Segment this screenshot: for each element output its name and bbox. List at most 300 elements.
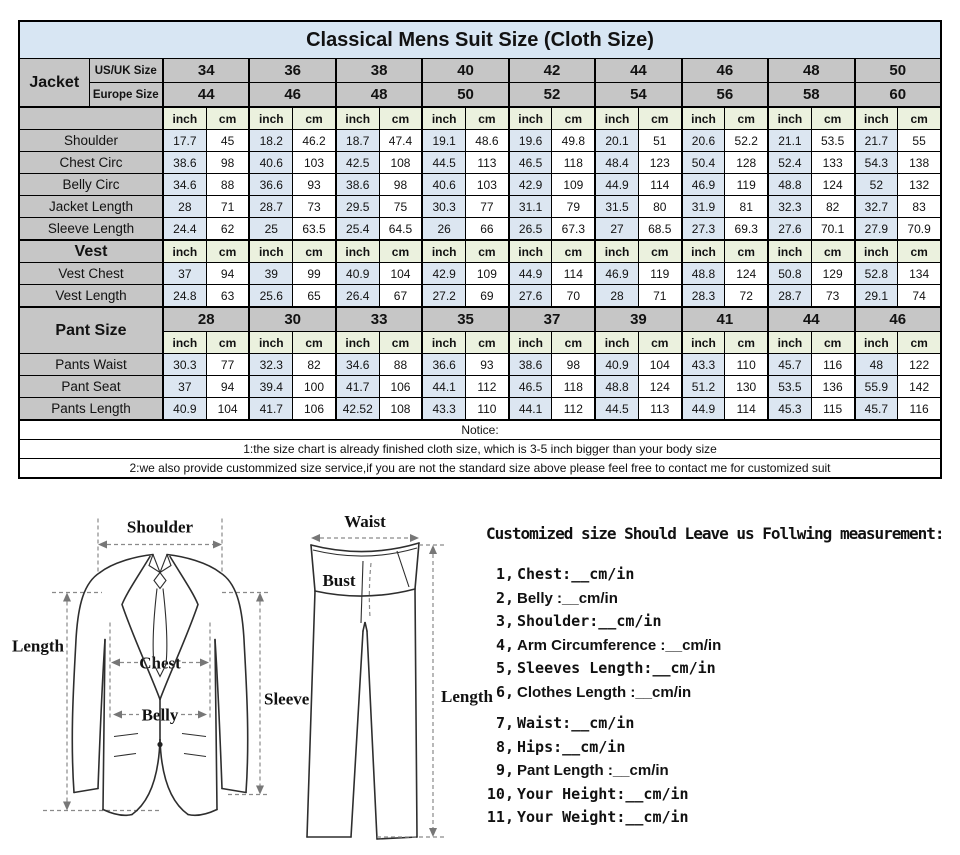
- table-row: [19, 218, 941, 241]
- cm-value-cell: 118: [552, 376, 595, 398]
- cm-value-cell: 82: [293, 354, 336, 376]
- pant-sizes-row: [19, 307, 941, 332]
- table-row: [19, 354, 941, 376]
- size-header-cell: 30: [249, 307, 335, 332]
- inch-value-cell: 52.8: [855, 263, 898, 285]
- cm-value-cell: 77: [466, 196, 509, 218]
- measurement-item: [486, 610, 956, 634]
- cm-value-cell: 103: [466, 174, 509, 196]
- measurement-item: [486, 783, 956, 807]
- cm-value-cell: 124: [811, 174, 854, 196]
- measurement-item-number: 7,: [495, 714, 514, 732]
- customized-measurements: [486, 524, 956, 830]
- vest-data-rows: [19, 263, 941, 308]
- inch-value-cell: 27.9: [855, 218, 898, 241]
- table-header-section: [19, 21, 941, 130]
- inch-value-cell: 46.9: [682, 174, 725, 196]
- pants-length-label: Length: [441, 687, 493, 706]
- table-row: [19, 285, 941, 308]
- unit-cm-header: cm: [379, 332, 422, 354]
- inch-value-cell: 42.52: [336, 398, 379, 421]
- unit-inch-header: inch: [595, 240, 638, 263]
- cm-value-cell: 138: [898, 152, 941, 174]
- unit-inch-header: inch: [249, 332, 292, 354]
- cm-value-cell: 62: [206, 218, 249, 241]
- size-header-cell: 34: [163, 59, 249, 83]
- inch-value-cell: 50.4: [682, 152, 725, 174]
- cm-value-cell: 49.8: [552, 130, 595, 152]
- measurement-item-blank: __cm/in: [625, 784, 689, 803]
- inch-value-cell: 28.7: [249, 196, 292, 218]
- unit-inch-header: inch: [163, 107, 206, 130]
- cm-value-cell: 100: [293, 376, 336, 398]
- measurement-item-label: Waist:: [517, 714, 572, 732]
- cm-value-cell: 109: [552, 174, 595, 196]
- title-row: [19, 21, 941, 59]
- vest-section-label: Vest: [19, 240, 163, 263]
- measurement-item-number: 9,: [495, 761, 514, 779]
- inch-value-cell: 46.5: [509, 152, 552, 174]
- cm-value-cell: 66: [466, 218, 509, 241]
- measurement-items-group-1: [486, 563, 956, 704]
- unit-inch-header: inch: [509, 332, 552, 354]
- unit-inch-header: inch: [249, 240, 292, 263]
- inch-value-cell: 44.5: [595, 398, 638, 421]
- pants-waist-label: Waist: [344, 512, 386, 531]
- us-uk-size-row: [19, 59, 941, 83]
- inch-value-cell: 27.3: [682, 218, 725, 241]
- inch-value-cell: 40.9: [336, 263, 379, 285]
- cm-value-cell: 94: [206, 263, 249, 285]
- cm-value-cell: 51: [638, 130, 681, 152]
- cm-value-cell: 136: [811, 376, 854, 398]
- measurement-item-label: Clothes Length :: [517, 683, 636, 701]
- cm-value-cell: 133: [811, 152, 854, 174]
- size-header-cell: 46: [249, 83, 335, 108]
- inch-value-cell: 28: [595, 285, 638, 308]
- inch-value-cell: 31.1: [509, 196, 552, 218]
- measurement-item: [486, 563, 956, 587]
- cm-value-cell: 122: [898, 354, 941, 376]
- cm-value-cell: 73: [811, 285, 854, 308]
- cm-value-cell: 71: [206, 196, 249, 218]
- measurement-item-number: 3,: [495, 612, 514, 630]
- inch-value-cell: 44.9: [595, 174, 638, 196]
- cm-value-cell: 75: [379, 196, 422, 218]
- measurement-item-label: Hips:: [517, 737, 563, 756]
- size-chart-table: [18, 20, 942, 479]
- unit-cm-header: cm: [206, 332, 249, 354]
- jacket-units-row: [19, 107, 941, 130]
- cm-value-cell: 119: [725, 174, 768, 196]
- inch-value-cell: 48.4: [595, 152, 638, 174]
- measurement-item-label: Pant Length :: [517, 762, 613, 779]
- size-header-cell: 33: [336, 307, 422, 332]
- inch-value-cell: 43.3: [422, 398, 465, 421]
- cm-value-cell: 64.5: [379, 218, 422, 241]
- inch-value-cell: 45.7: [855, 398, 898, 421]
- cm-value-cell: 63: [206, 285, 249, 308]
- cm-value-cell: 108: [379, 152, 422, 174]
- inch-value-cell: 19.6: [509, 130, 552, 152]
- unit-inch-header: inch: [682, 107, 725, 130]
- measurement-item: [486, 759, 956, 783]
- inch-value-cell: 43.3: [682, 354, 725, 376]
- unit-cm-header: cm: [552, 332, 595, 354]
- cm-value-cell: 116: [898, 398, 941, 421]
- inch-value-cell: 37: [163, 263, 206, 285]
- unit-cm-header: cm: [293, 240, 336, 263]
- inch-value-cell: 27.6: [509, 285, 552, 308]
- cm-value-cell: 113: [466, 152, 509, 174]
- unit-inch-header: inch: [422, 107, 465, 130]
- inch-value-cell: 44.5: [422, 152, 465, 174]
- unit-cm-header: cm: [725, 240, 768, 263]
- unit-cm-header: cm: [293, 332, 336, 354]
- cm-value-cell: 93: [293, 174, 336, 196]
- inch-value-cell: 24.8: [163, 285, 206, 308]
- size-header-cell: 50: [855, 59, 942, 83]
- cm-value-cell: 104: [638, 354, 681, 376]
- pant-section-label: Pant Size: [19, 307, 163, 354]
- measurement-item-blank: __cm/in: [612, 762, 669, 779]
- inch-value-cell: 38.6: [509, 354, 552, 376]
- cm-value-cell: 104: [206, 398, 249, 421]
- measurement-item-number: 1,: [495, 565, 514, 583]
- inch-value-cell: 20.6: [682, 130, 725, 152]
- inch-value-cell: 28: [163, 196, 206, 218]
- unit-cm-header: cm: [379, 107, 422, 130]
- cm-value-cell: 70.9: [898, 218, 941, 241]
- pants-bust-label: Bust: [322, 571, 356, 590]
- inch-value-cell: 50.8: [768, 263, 811, 285]
- cm-value-cell: 123: [638, 152, 681, 174]
- unit-cm-header: cm: [898, 240, 941, 263]
- unit-cm-header: cm: [811, 332, 854, 354]
- cm-value-cell: 98: [552, 354, 595, 376]
- unit-inch-header: inch: [595, 332, 638, 354]
- table-row: [19, 152, 941, 174]
- cm-value-cell: 119: [638, 263, 681, 285]
- size-header-cell: 40: [422, 59, 508, 83]
- cm-value-cell: 46.2: [293, 130, 336, 152]
- measurement-item: [486, 681, 956, 705]
- size-header-cell: 44: [768, 307, 854, 332]
- cm-value-cell: 47.4: [379, 130, 422, 152]
- inch-value-cell: 52.4: [768, 152, 811, 174]
- row-label: Pants Length: [19, 398, 163, 421]
- measurement-item: [486, 587, 956, 611]
- inch-value-cell: 48.8: [768, 174, 811, 196]
- inch-value-cell: 31.5: [595, 196, 638, 218]
- size-header-cell: 37: [509, 307, 595, 332]
- cm-value-cell: 52.2: [725, 130, 768, 152]
- measurement-item-number: 2,: [495, 588, 514, 607]
- inch-value-cell: 30.3: [422, 196, 465, 218]
- notice-line-2: 2:we also provide custommized size service,if you are not the standard size above please feel free to contact me for customized suit: [19, 459, 941, 479]
- notice-line-row: [19, 440, 941, 459]
- cm-value-cell: 99: [293, 263, 336, 285]
- unit-inch-header: inch: [163, 332, 206, 354]
- cm-value-cell: 81: [725, 196, 768, 218]
- cm-value-cell: 116: [811, 354, 854, 376]
- row-label: Vest Chest: [19, 263, 163, 285]
- unit-cm-header: cm: [466, 332, 509, 354]
- measurement-item: [486, 736, 956, 760]
- inch-value-cell: 38.6: [163, 152, 206, 174]
- measurement-item-label: Shoulder:: [517, 612, 599, 630]
- inch-value-cell: 44.9: [682, 398, 725, 421]
- cm-value-cell: 114: [552, 263, 595, 285]
- inch-value-cell: 44.1: [509, 398, 552, 421]
- inch-value-cell: 42.9: [509, 174, 552, 196]
- unit-cm-header: cm: [898, 107, 941, 130]
- notice-title-row: [19, 420, 941, 440]
- inch-value-cell: 30.3: [163, 354, 206, 376]
- row-label: Belly Circ: [19, 174, 163, 196]
- inch-value-cell: 45.3: [768, 398, 811, 421]
- inch-value-cell: 46.5: [509, 376, 552, 398]
- cm-value-cell: 45: [206, 130, 249, 152]
- unit-inch-header: inch: [249, 107, 292, 130]
- jacket-section-label: Jacket: [19, 59, 89, 108]
- size-header-cell: 44: [595, 59, 681, 83]
- inch-value-cell: 19.1: [422, 130, 465, 152]
- cm-value-cell: 72: [725, 285, 768, 308]
- jacket-chest-label: Chest: [139, 653, 181, 673]
- cm-value-cell: 113: [638, 398, 681, 421]
- inch-value-cell: 21.7: [855, 130, 898, 152]
- unit-inch-header: inch: [509, 107, 552, 130]
- measurement-item-label: Belly :: [517, 589, 563, 607]
- cm-value-cell: 142: [898, 376, 941, 398]
- measurement-item: [486, 806, 956, 830]
- cm-value-cell: 88: [206, 174, 249, 196]
- inch-value-cell: 25.6: [249, 285, 292, 308]
- notice-section: [19, 420, 941, 478]
- unit-inch-header: inch: [336, 332, 379, 354]
- unit-cm-header: cm: [898, 332, 941, 354]
- cm-value-cell: 124: [725, 263, 768, 285]
- measurement-item-label: Your Weight:: [517, 808, 626, 826]
- unit-inch-header: inch: [682, 332, 725, 354]
- measurement-item-number: 8,: [495, 737, 514, 756]
- inch-value-cell: 28.7: [768, 285, 811, 308]
- row-label: Chest Circ: [19, 152, 163, 174]
- cm-value-cell: 110: [466, 398, 509, 421]
- size-header-cell: 36: [249, 59, 335, 83]
- measurement-item-blank: __cm/in: [625, 808, 689, 826]
- size-header-cell: 52: [509, 83, 595, 108]
- unit-cm-header: cm: [811, 107, 854, 130]
- cm-value-cell: 69.3: [725, 218, 768, 241]
- chart-title: Classical Mens Suit Size (Cloth Size): [19, 21, 941, 59]
- inch-value-cell: 40.9: [163, 398, 206, 421]
- inch-value-cell: 32.3: [249, 354, 292, 376]
- inch-value-cell: 46.9: [595, 263, 638, 285]
- jacket-length-label: Length: [12, 636, 64, 656]
- unit-cm-header: cm: [725, 332, 768, 354]
- size-header-cell: 44: [163, 83, 249, 108]
- jacket-sleeve-label: Sleeve: [264, 689, 310, 709]
- unit-cm-header: cm: [725, 107, 768, 130]
- cm-value-cell: 63.5: [293, 218, 336, 241]
- measurement-item-number: 4,: [495, 635, 514, 654]
- inch-value-cell: 28.3: [682, 285, 725, 308]
- table-row: [19, 376, 941, 398]
- inch-value-cell: 53.5: [768, 376, 811, 398]
- measurement-item-blank: __cm/in: [665, 636, 722, 654]
- cm-value-cell: 79: [552, 196, 595, 218]
- size-header-cell: 35: [422, 307, 508, 332]
- inch-value-cell: 32.3: [768, 196, 811, 218]
- measurement-item-label: Arm Circumference :: [517, 636, 666, 654]
- unit-inch-header: inch: [422, 240, 465, 263]
- measurement-item-blank: __cm/in: [598, 612, 662, 630]
- size-header-cell: 28: [163, 307, 249, 332]
- cm-value-cell: 68.5: [638, 218, 681, 241]
- cm-value-cell: 55: [898, 130, 941, 152]
- cm-value-cell: 114: [725, 398, 768, 421]
- inch-value-cell: 39: [249, 263, 292, 285]
- size-header-cell: 46: [682, 59, 768, 83]
- inch-value-cell: 48.8: [682, 263, 725, 285]
- cm-value-cell: 115: [811, 398, 854, 421]
- measurement-item: [486, 712, 956, 736]
- unit-inch-header: inch: [768, 240, 811, 263]
- inch-value-cell: 39.4: [249, 376, 292, 398]
- table-row: [19, 196, 941, 218]
- inch-value-cell: 40.9: [595, 354, 638, 376]
- inch-value-cell: 37: [163, 376, 206, 398]
- inch-value-cell: 45.7: [768, 354, 811, 376]
- cm-value-cell: 53.5: [811, 130, 854, 152]
- inch-value-cell: 26: [422, 218, 465, 241]
- measurement-item-number: 5,: [495, 659, 514, 677]
- unit-cm-header: cm: [811, 240, 854, 263]
- inch-value-cell: 40.6: [422, 174, 465, 196]
- measurement-item: [486, 657, 956, 681]
- inch-value-cell: 20.1: [595, 130, 638, 152]
- measurement-item-blank: __cm/in: [571, 714, 635, 732]
- inch-value-cell: 41.7: [249, 398, 292, 421]
- measurement-item-number: 6,: [495, 682, 514, 701]
- unit-inch-header: inch: [768, 332, 811, 354]
- inch-value-cell: 31.9: [682, 196, 725, 218]
- cm-value-cell: 103: [293, 152, 336, 174]
- unit-cm-header: cm: [638, 240, 681, 263]
- unit-inch-header: inch: [595, 107, 638, 130]
- cm-value-cell: 129: [811, 263, 854, 285]
- notice-title: Notice:: [19, 420, 941, 440]
- inch-value-cell: 18.7: [336, 130, 379, 152]
- cm-value-cell: 93: [466, 354, 509, 376]
- cm-value-cell: 65: [293, 285, 336, 308]
- unit-inch-header: inch: [855, 240, 898, 263]
- inch-value-cell: 52: [855, 174, 898, 196]
- measurement-item-blank: __cm/in: [562, 589, 618, 607]
- cm-value-cell: 74: [898, 285, 941, 308]
- size-header-cell: 56: [682, 83, 768, 108]
- cm-value-cell: 112: [552, 398, 595, 421]
- cm-value-cell: 98: [206, 152, 249, 174]
- unit-inch-header: inch: [422, 332, 465, 354]
- measurement-item-number: 10,: [486, 784, 514, 803]
- cm-value-cell: 77: [206, 354, 249, 376]
- inch-value-cell: 48: [855, 354, 898, 376]
- europe-size-row: [19, 83, 941, 108]
- jacket-data-rows: [19, 130, 941, 241]
- cm-value-cell: 70.1: [811, 218, 854, 241]
- size-header-cell: 58: [768, 83, 854, 108]
- cm-value-cell: 112: [466, 376, 509, 398]
- inch-value-cell: 27: [595, 218, 638, 241]
- notice-line-row: [19, 459, 941, 479]
- inch-value-cell: 17.7: [163, 130, 206, 152]
- size-header-cell: 39: [595, 307, 681, 332]
- row-label: Jacket Length: [19, 196, 163, 218]
- table-row: [19, 130, 941, 152]
- table-row: [19, 174, 941, 196]
- inch-value-cell: 34.6: [163, 174, 206, 196]
- inch-value-cell: 36.6: [249, 174, 292, 196]
- cm-value-cell: 108: [379, 398, 422, 421]
- cm-value-cell: 70: [552, 285, 595, 308]
- cm-value-cell: 114: [638, 174, 681, 196]
- row-label: Pants Waist: [19, 354, 163, 376]
- size-header-cell: 50: [422, 83, 508, 108]
- jacket-belly-label: Belly: [141, 705, 179, 725]
- inch-value-cell: 48.8: [595, 376, 638, 398]
- unit-cm-header: cm: [466, 107, 509, 130]
- jacket-measurement-diagram: [10, 503, 320, 851]
- inch-value-cell: 26.4: [336, 285, 379, 308]
- inch-value-cell: 21.1: [768, 130, 811, 152]
- row-label: Pant Seat: [19, 376, 163, 398]
- unit-inch-header: inch: [163, 240, 206, 263]
- measurement-item-label: Your Height:: [517, 784, 626, 803]
- unit-inch-header: inch: [768, 107, 811, 130]
- size-header-cell: 54: [595, 83, 681, 108]
- cm-value-cell: 109: [466, 263, 509, 285]
- inch-value-cell: 38.6: [336, 174, 379, 196]
- unit-inch-header: inch: [509, 240, 552, 263]
- unit-inch-header: inch: [855, 332, 898, 354]
- row-label: Shoulder: [19, 130, 163, 152]
- unit-cm-header: cm: [638, 332, 681, 354]
- unit-cm-header: cm: [293, 107, 336, 130]
- cm-value-cell: 94: [206, 376, 249, 398]
- unit-cm-header: cm: [552, 240, 595, 263]
- cm-value-cell: 124: [638, 376, 681, 398]
- cm-value-cell: 130: [725, 376, 768, 398]
- vest-header-row: [19, 240, 941, 263]
- measurement-item-label: Sleeves Length:: [517, 659, 653, 677]
- inch-value-cell: 40.6: [249, 152, 292, 174]
- row-label: Sleeve Length: [19, 218, 163, 241]
- cm-value-cell: 67: [379, 285, 422, 308]
- cm-value-cell: 106: [293, 398, 336, 421]
- inch-value-cell: 44.1: [422, 376, 465, 398]
- inch-value-cell: 54.3: [855, 152, 898, 174]
- cm-value-cell: 88: [379, 354, 422, 376]
- size-header-cell: 48: [336, 83, 422, 108]
- inch-value-cell: 32.7: [855, 196, 898, 218]
- unit-inch-header: inch: [682, 240, 725, 263]
- measurement-item-label: Chest:: [517, 565, 572, 583]
- inch-value-cell: 24.4: [163, 218, 206, 241]
- customized-title: Customized size Should Leave us Follwing measurement:: [486, 524, 944, 543]
